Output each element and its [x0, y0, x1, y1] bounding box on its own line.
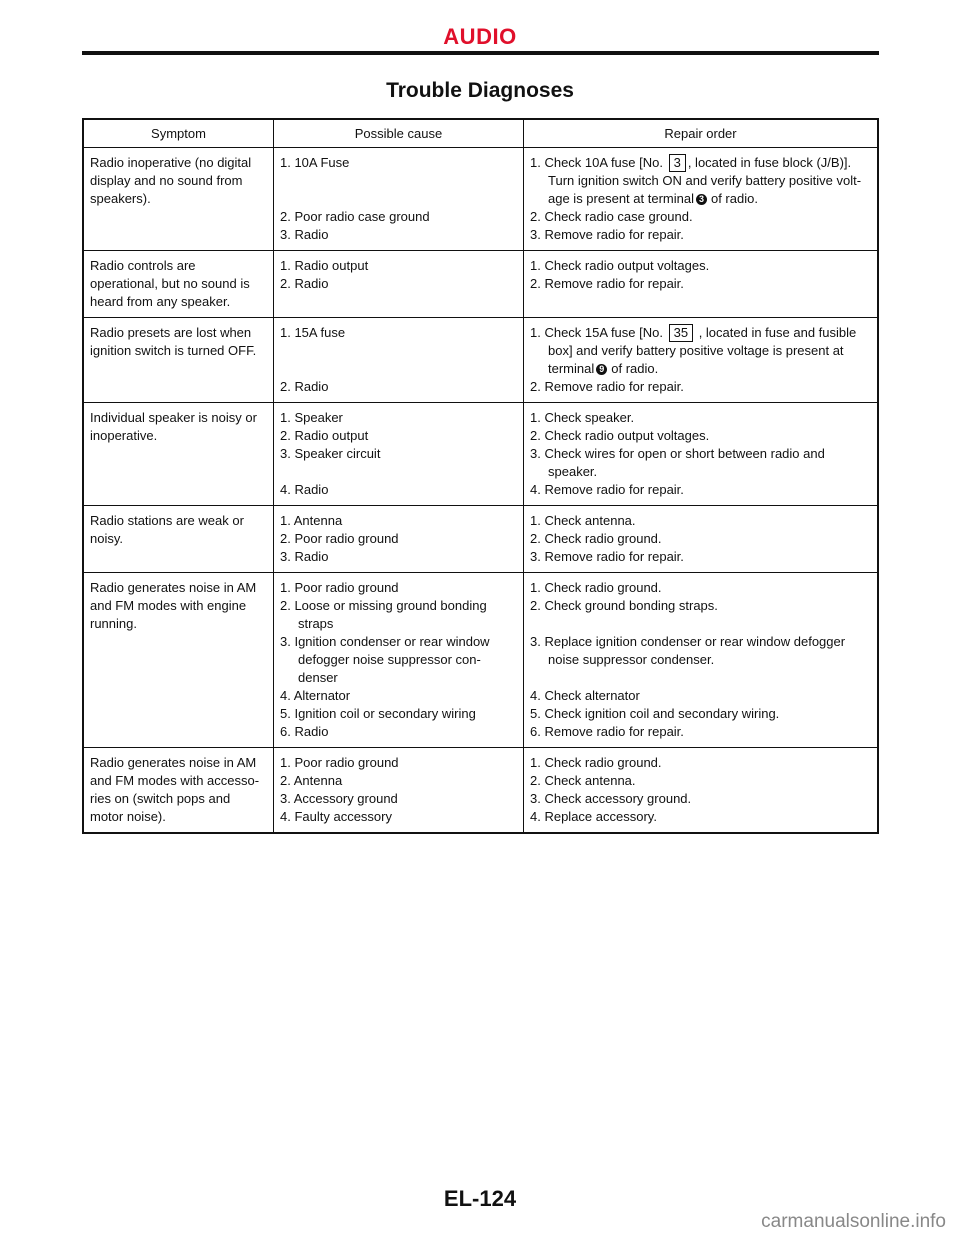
cause-cell [274, 506, 524, 573]
repair-cell [524, 403, 879, 506]
repair-line: 1. Check radio ground. [530, 755, 662, 770]
table-header-row [83, 119, 878, 148]
repair-line [530, 615, 873, 633]
cause-line: 3. Radio [280, 227, 329, 242]
repair-line: 3. Check accessory ground. [530, 791, 692, 806]
symptom-line: and FM modes with engine [90, 598, 247, 613]
symptom-line: Radio presets are lost when [90, 325, 252, 340]
table-row [83, 148, 878, 251]
repair-text: , located in fuse and fusible [698, 325, 857, 340]
repair-line: Turn ignition switch ON and verify battery positive volt- [548, 173, 862, 188]
repair-line: 3. Check wires for open or short between radio and [530, 446, 825, 461]
symptom-line: display and no sound from [90, 173, 243, 188]
repair-line: 2. Remove radio for repair. [530, 379, 684, 394]
repair-line: 5. Check ignition coil and secondary wiring. [530, 706, 780, 721]
cause-line: defogger noise suppressor con- [298, 652, 481, 667]
cause-line: straps [298, 616, 334, 631]
cause-line: 1. Speaker [280, 410, 343, 425]
cause-line: 1. Radio output [280, 258, 369, 273]
repair-line: 6. Remove radio for repair. [530, 724, 684, 739]
cause-line [280, 360, 519, 378]
symptom-line: Radio stations are weak or [90, 513, 244, 528]
cause-line: denser [298, 670, 338, 685]
repair-line: 4. Check alternator [530, 688, 640, 703]
watermark: carmanualsonline.info [761, 1211, 946, 1232]
repair-text: 1. Check 15A fuse [No. [530, 325, 663, 340]
repair-line: 3. Remove radio for repair. [530, 227, 684, 242]
symptom-line: Radio inoperative (no digital [90, 155, 252, 170]
symptom-line: noisy. [90, 531, 123, 546]
table-row [83, 748, 878, 834]
repair-text: of radio. [611, 361, 659, 376]
table-row [83, 506, 878, 573]
repair-line [530, 360, 873, 378]
symptom-line: heard from any speaker. [90, 294, 231, 309]
repair-line [530, 324, 873, 342]
section-title: AUDIO [443, 24, 517, 49]
page-number: EL-124 [443, 1186, 517, 1211]
cause-cell [274, 403, 524, 506]
repair-line: speaker. [548, 464, 598, 479]
repair-cell [524, 251, 879, 318]
symptom-cell [83, 251, 274, 318]
repair-cell [524, 318, 879, 403]
repair-line [530, 669, 873, 687]
cause-line [280, 190, 519, 208]
repair-text: 1. Check 10A fuse [No. [530, 155, 663, 170]
symptom-line: operational, but no sound is [90, 276, 250, 291]
symptom-line: Radio generates noise in AM [90, 755, 257, 770]
repair-line: 4. Remove radio for repair. [530, 482, 684, 497]
repair-line: 2. Check radio ground. [530, 531, 662, 546]
repair-cell [524, 506, 879, 573]
repair-line: 3. Remove radio for repair. [530, 549, 684, 564]
cause-line: 4. Radio [280, 482, 329, 497]
cause-line: 2. Loose or missing ground bonding [280, 598, 487, 613]
repair-text: , located in fuse block (J/B)]. [687, 155, 852, 170]
repair-line: noise suppressor condenser. [548, 652, 715, 667]
column-header-symptom: Symptom [83, 119, 274, 148]
repair-line: box] and verify battery positive voltage is present at [548, 343, 844, 358]
repair-cell [524, 573, 879, 748]
terminal-number-icon: 3 [696, 194, 707, 205]
title-divider [82, 51, 879, 55]
cause-line: 1. Poor radio ground [280, 755, 399, 770]
cause-line: 2. Radio [280, 379, 329, 394]
symptom-line: ries on (switch pops and [90, 791, 231, 806]
column-header-possible-cause: Possible cause [274, 119, 524, 148]
symptom-cell [83, 748, 274, 834]
repair-cell [524, 748, 879, 834]
table-row [83, 251, 878, 318]
repair-text: of radio. [710, 191, 758, 206]
cause-line: 4. Faulty accessory [280, 809, 392, 824]
fuse-number-box: 3 [669, 154, 686, 172]
table-row [83, 403, 878, 506]
fuse-number-box: 35 [669, 324, 693, 342]
cause-cell [274, 148, 524, 251]
cause-line: 1. Antenna [280, 513, 343, 528]
repair-line: 2. Check ground bonding straps. [530, 598, 718, 613]
cause-line: 2. Antenna [280, 773, 343, 788]
cause-line: 5. Ignition coil or secondary wiring [280, 706, 476, 721]
cause-line: 2. Radio output [280, 428, 369, 443]
column-header-repair-order: Repair order [524, 119, 879, 148]
cause-cell [274, 573, 524, 748]
table-row [83, 573, 878, 748]
cause-line: 4. Alternator [280, 688, 351, 703]
cause-line: 2. Poor radio case ground [280, 209, 430, 224]
symptom-line: running. [90, 616, 137, 631]
table-row [83, 318, 878, 403]
cause-cell [274, 251, 524, 318]
repair-line: 3. Replace ignition condenser or rear window defogger [530, 634, 846, 649]
cause-line [280, 172, 519, 190]
cause-line: 1. 15A fuse [280, 325, 346, 340]
symptom-line: Radio controls are [90, 258, 196, 273]
repair-line: 2. Check radio output voltages. [530, 428, 710, 443]
repair-line: 1. Check radio ground. [530, 580, 662, 595]
terminal-number-icon: 9 [596, 364, 607, 375]
cause-line: 2. Poor radio ground [280, 531, 399, 546]
cause-line: 1. Poor radio ground [280, 580, 399, 595]
cause-line: 2. Radio [280, 276, 329, 291]
symptom-line: speakers). [90, 191, 151, 206]
repair-line: 4. Replace accessory. [530, 809, 657, 824]
symptom-line: and FM modes with accesso- [90, 773, 260, 788]
cause-line [280, 342, 519, 360]
cause-cell [274, 318, 524, 403]
repair-line: 1. Check antenna. [530, 513, 636, 528]
symptom-cell [83, 403, 274, 506]
repair-text: terminal [548, 361, 595, 376]
repair-line: 2. Remove radio for repair. [530, 276, 684, 291]
symptom-cell [83, 148, 274, 251]
symptom-cell [83, 318, 274, 403]
cause-line: 3. Ignition condenser or rear window [280, 634, 490, 649]
page-title: Trouble Diagnoses [386, 79, 574, 102]
cause-line: 3. Accessory ground [280, 791, 398, 806]
repair-line [530, 190, 873, 208]
symptom-line: Individual speaker is noisy or [90, 410, 257, 425]
symptom-cell [83, 573, 274, 748]
repair-cell [524, 148, 879, 251]
repair-line: 2. Check radio case ground. [530, 209, 693, 224]
symptom-line: ignition switch is turned OFF. [90, 343, 257, 358]
repair-line: 1. Check radio output voltages. [530, 258, 710, 273]
cause-line: 3. Radio [280, 549, 329, 564]
symptom-line: motor noise). [90, 809, 166, 824]
symptom-line: Radio generates noise in AM [90, 580, 257, 595]
repair-line [530, 154, 873, 172]
repair-text: age is present at terminal [548, 191, 694, 206]
repair-line: 2. Check antenna. [530, 773, 636, 788]
trouble-diagnoses-table [82, 118, 879, 834]
cause-cell [274, 748, 524, 834]
cause-line [280, 463, 519, 481]
cause-line: 3. Speaker circuit [280, 446, 381, 461]
cause-line: 6. Radio [280, 724, 329, 739]
symptom-cell [83, 506, 274, 573]
symptom-line: inoperative. [90, 428, 158, 443]
cause-line: 1. 10A Fuse [280, 155, 350, 170]
repair-line: 1. Check speaker. [530, 410, 635, 425]
